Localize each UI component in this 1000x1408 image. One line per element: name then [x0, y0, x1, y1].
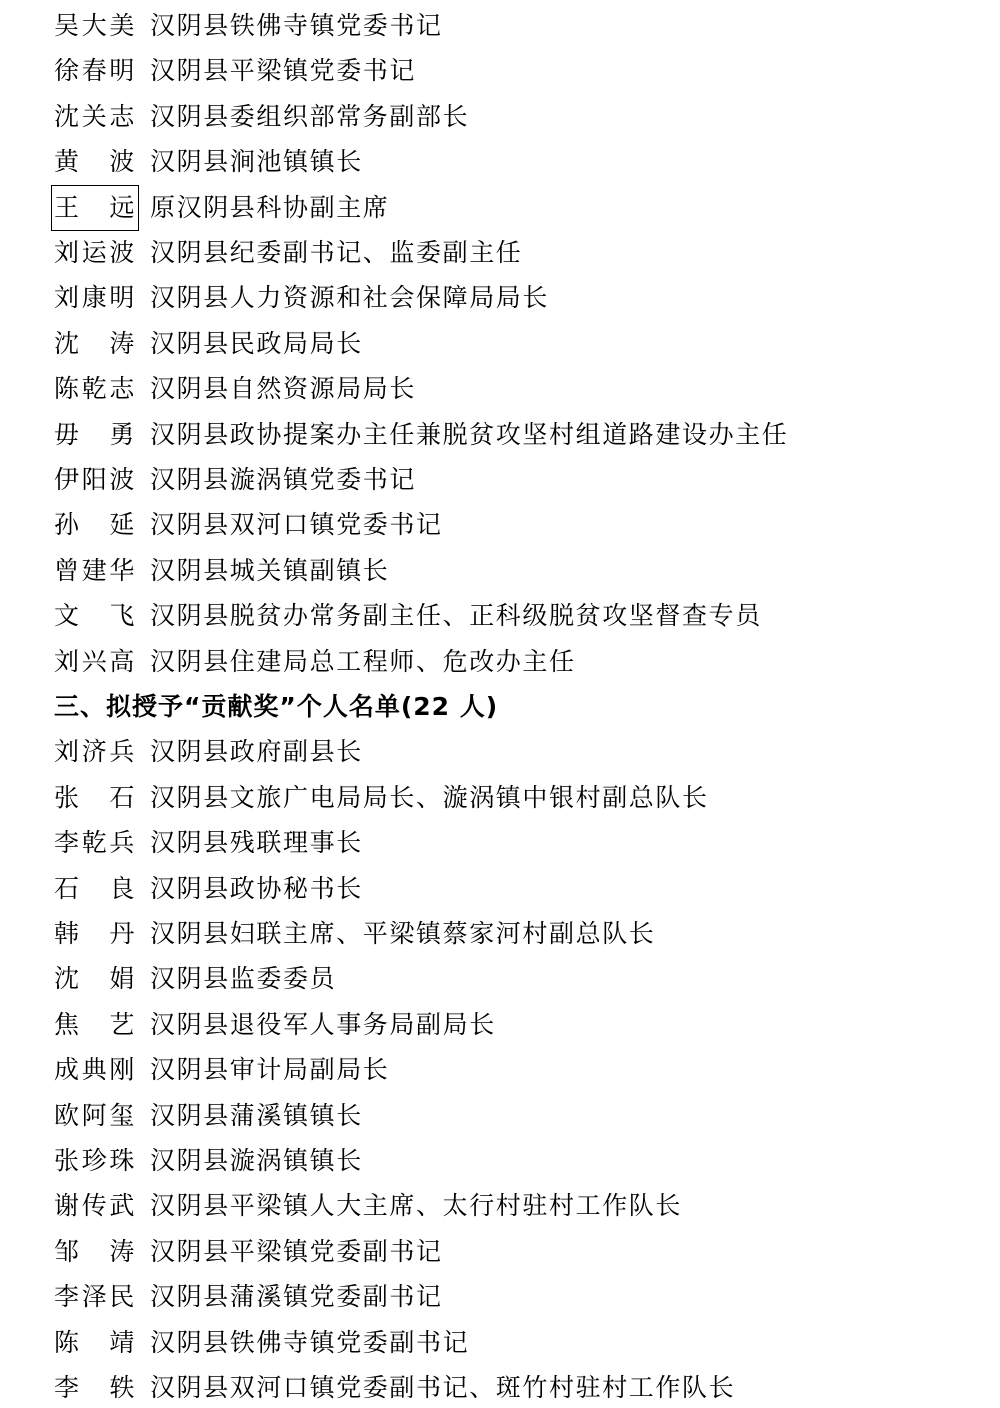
person-name: 石 良: [54, 873, 136, 903]
list-item: [54, 233, 522, 273]
person-name: 李乾兵: [54, 828, 136, 858]
person-name: 李 轶: [54, 1373, 136, 1402]
person-name: 沈 涛: [54, 328, 136, 358]
person-name: 毋 勇: [54, 419, 136, 449]
person-title: 汉阴县文旅广电局局长、漩涡镇中银村副总队长: [150, 782, 709, 812]
person-title: 汉阴县平梁镇党委书记: [150, 56, 417, 86]
person-title: 汉阴县铁佛寺镇党委副书记: [150, 1327, 470, 1357]
list-item: [54, 460, 416, 500]
person-name: 焦 艺: [54, 1009, 136, 1039]
person-name: 李泽民: [54, 1282, 136, 1312]
person-name: 张 石: [54, 782, 136, 812]
person-name: 沈关志: [54, 101, 136, 131]
list-item: [54, 142, 363, 182]
person-name: 陈 靖: [54, 1327, 136, 1357]
list-item: [54, 1368, 735, 1408]
list-item: [54, 1186, 682, 1226]
person-title: 汉阴县双河口镇党委书记: [150, 510, 443, 540]
list-item: [54, 278, 549, 318]
list-item: [54, 823, 363, 863]
list-item: [54, 505, 443, 545]
list-item: [54, 1005, 496, 1045]
person-title: 汉阴县人力资源和社会保障局局长: [150, 283, 550, 313]
list-item: [54, 596, 762, 636]
list-item: [54, 1323, 469, 1363]
person-name: 曾建华: [54, 555, 136, 585]
person-title: 汉阴县民政局局长: [150, 328, 363, 358]
list-item: [54, 1141, 363, 1181]
person-name: 黄 波: [54, 147, 136, 177]
person-title: 汉阴县自然资源局局长: [150, 374, 417, 404]
person-title: 汉阴县政协秘书长: [150, 873, 363, 903]
person-name: 陈乾志: [54, 374, 136, 404]
list-item: [54, 415, 788, 455]
person-name: 张珍珠: [54, 1146, 136, 1175]
person-title: 汉阴县妇联主席、平梁镇蔡家河村副总队长: [150, 919, 656, 948]
list-item: [54, 869, 363, 909]
person-title: 汉阴县双河口镇党委副书记、斑竹村驻村工作队长: [150, 1373, 736, 1402]
person-title: 汉阴县监委委员: [150, 964, 337, 994]
person-title: 汉阴县城关镇副镇长: [150, 555, 390, 585]
list-item: [54, 369, 416, 409]
person-title: 汉阴县纪委副书记、监委副主任: [150, 238, 523, 267]
person-title: 汉阴县委组织部常务副部长: [150, 101, 470, 131]
person-title: 汉阴县平梁镇党委副书记: [150, 1236, 443, 1266]
list-item: [54, 188, 389, 228]
person-title: 汉阴县涧池镇镇长: [150, 147, 363, 177]
list-item: [54, 6, 443, 46]
person-title: 汉阴县蒲溪镇党委副书记: [150, 1282, 443, 1312]
person-title: 汉阴县残联理事长: [150, 828, 363, 858]
person-name: 孙 延: [54, 510, 136, 540]
list-item: [54, 1050, 389, 1090]
person-title: 汉阴县政府副县长: [150, 737, 363, 767]
person-name: 刘运波: [54, 238, 136, 267]
person-name: 成典刚: [54, 1055, 136, 1085]
list-item: [54, 97, 469, 137]
person-name: 欧阿玺: [54, 1100, 136, 1130]
person-name: 刘康明: [54, 283, 136, 313]
person-name: 邹 涛: [54, 1236, 136, 1266]
list-item: [54, 732, 363, 772]
person-title: 汉阴县蒲溪镇镇长: [150, 1100, 363, 1130]
person-name: 文 飞: [54, 601, 136, 631]
list-item: [54, 51, 416, 91]
person-name: 刘济兵: [54, 737, 136, 767]
person-title: 汉阴县审计局副局长: [150, 1055, 390, 1085]
list-item: [54, 1277, 443, 1317]
person-name: 沈 娟: [54, 964, 136, 994]
person-title: 汉阴县漩涡镇镇长: [150, 1146, 363, 1175]
person-name: 刘兴高: [54, 646, 136, 676]
person-name: 韩 丹: [54, 919, 136, 948]
person-title: 汉阴县退役军人事务局副局长: [150, 1009, 496, 1039]
section-heading: 三、拟授予“贡献奖”个人名单(22 人): [54, 692, 499, 721]
person-name: 徐春明: [54, 56, 136, 86]
person-title: 原汉阴县科协副主席: [150, 192, 390, 222]
person-title: 汉阴县住建局总工程师、危改办主任: [150, 646, 576, 676]
person-title: 汉阴县脱贫办常务副主任、正科级脱贫攻坚督查专员: [150, 601, 762, 631]
list-item: [54, 324, 363, 364]
list-item: [54, 551, 389, 591]
list-item: [54, 1232, 443, 1272]
person-title: 汉阴县政协提案办主任兼脱贫攻坚村组道路建设办主任: [150, 419, 789, 449]
person-name: 谢传武: [54, 1191, 136, 1221]
person-title: 汉阴县平梁镇人大主席、太行村驻村工作队长: [150, 1191, 683, 1221]
list-item: [54, 959, 336, 999]
list-item: [54, 1096, 363, 1136]
person-title: 汉阴县铁佛寺镇党委书记: [150, 11, 443, 40]
person-title: 汉阴县漩涡镇党委书记: [150, 465, 417, 494]
list-item: [54, 914, 655, 954]
person-name: 吴大美: [54, 11, 136, 40]
person-name: 王 远: [54, 188, 136, 228]
list-item: [54, 778, 709, 818]
list-item: [54, 642, 576, 682]
person-name: 伊阳波: [54, 465, 136, 494]
